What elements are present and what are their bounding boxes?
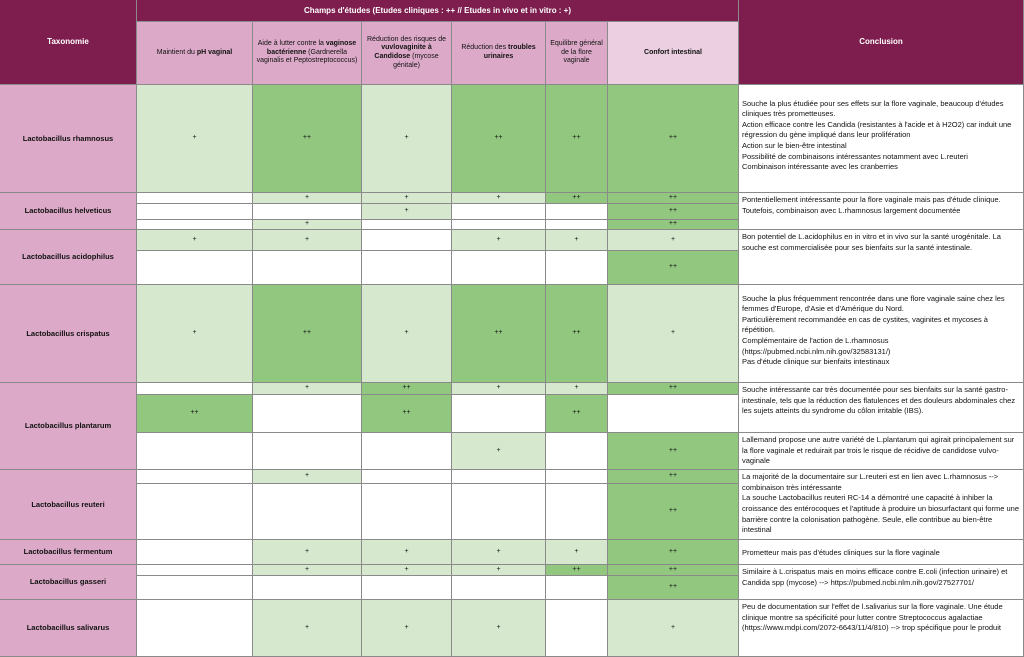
taxon-name: Lactobacillus crispatus (0, 285, 137, 383)
rating-cell: ++ (608, 193, 739, 204)
rating-cell (546, 600, 608, 657)
rating-cell: + (362, 285, 452, 383)
rating-cell (546, 484, 608, 540)
rating-cell: + (253, 230, 362, 251)
rating-cell (362, 470, 452, 484)
column-header-text: Réduction des (461, 44, 509, 52)
rating-cell (362, 220, 452, 230)
taxon-name: Lactobacillus helveticus (0, 193, 137, 230)
rating-cell: ++ (137, 395, 253, 433)
rating-cell (452, 395, 546, 433)
taxon-name: Lactobacillus plantarum (0, 383, 137, 470)
rating-cell: ++ (608, 220, 739, 230)
rating-cell: + (137, 85, 253, 193)
rating-cell: ++ (362, 395, 452, 433)
rating-cell (452, 576, 546, 600)
conclusion-text (739, 470, 1024, 540)
rating-cell (546, 204, 608, 220)
rating-cell: + (253, 600, 362, 657)
rating-cell: + (253, 565, 362, 576)
rating-cell (608, 395, 739, 433)
rating-cell: + (608, 230, 739, 251)
taxon-name: Lactobacillus salivarus (0, 600, 137, 657)
conclusion-text (739, 85, 1024, 193)
rating-cell (253, 395, 362, 433)
rating-cell (137, 193, 253, 204)
rating-cell (137, 565, 253, 576)
rating-cell: + (452, 540, 546, 565)
column-header-text: pH vaginal (196, 48, 233, 56)
conclusion-paragraph: Souche la plus étudiée pour ses effets sur la flore vaginale, beaucoup d'études cliniques très prometteuses. Action efficace contre les Candida (resistantes à l'acide et à H2O2) car induit une régression du gène impliqué dans leur prolifération Action sur le bien-être intestinal Possibilité de combinaisons intéressantes notamment avec L.reuteri Combinaison intéressante avec les cranberries (742, 98, 1012, 172)
rating-cell (362, 230, 452, 251)
rating-cell: ++ (546, 285, 608, 383)
rating-cell: + (253, 470, 362, 484)
conclusion-text (739, 565, 1024, 600)
rating-cell: ++ (546, 565, 608, 576)
conclusion-paragraph: Prometteur mais pas d'études cliniques sur la flore vaginale (742, 547, 940, 557)
column-header-3 (362, 22, 452, 85)
rating-cell: ++ (253, 285, 362, 383)
rating-cell: ++ (608, 251, 739, 285)
rating-cell: ++ (546, 193, 608, 204)
taxon-name: Lactobacillus acidophilus (0, 230, 137, 285)
column-header-text: (mycose génitale) (393, 53, 439, 69)
rating-cell (452, 251, 546, 285)
column-header-text: troubles urinaires (483, 44, 536, 60)
column-header-text: vuvlovaginite à Candidose (374, 44, 432, 60)
rating-cell: + (546, 383, 608, 395)
column-header-label (548, 40, 605, 66)
rating-cell: + (452, 193, 546, 204)
rating-cell (137, 576, 253, 600)
rating-cell: ++ (608, 204, 739, 220)
rating-cell: + (608, 600, 739, 657)
column-header-text: Aide à lutter contre la (257, 39, 326, 47)
conclusion-paragraph: Similaire à L.crispatus mais en moins efficace contre E.coli (infection urinaire) et Candida spp (mycose) --> https://pubmed.ncbi.nlm.nih.gov/27527701/ (742, 567, 1008, 587)
rating-cell: ++ (608, 383, 739, 395)
rating-cell: ++ (608, 576, 739, 600)
rating-cell: + (362, 85, 452, 193)
column-header-label (157, 49, 233, 58)
rating-cell: ++ (362, 383, 452, 395)
column-header-text: vaginose bactérienne (266, 39, 357, 56)
rating-cell: + (253, 383, 362, 395)
rating-cell: + (362, 540, 452, 565)
rating-cell: + (546, 230, 608, 251)
rating-cell: + (452, 383, 546, 395)
rating-cell (546, 433, 608, 470)
rating-cell (253, 251, 362, 285)
rating-cell: ++ (608, 470, 739, 484)
rating-cell: + (452, 433, 546, 470)
conclusion-text (739, 600, 1024, 657)
rating-cell (137, 470, 253, 484)
rating-cell (253, 433, 362, 470)
rating-cell: + (253, 193, 362, 204)
conclusion-text (739, 540, 1024, 565)
rating-cell: + (452, 600, 546, 657)
rating-cell (362, 433, 452, 470)
column-header-text: Maintient du (156, 48, 197, 56)
conclusion-text (739, 285, 1024, 383)
rating-cell: + (452, 230, 546, 251)
column-header-label (364, 36, 449, 71)
column-header-5 (546, 22, 608, 85)
conclusion-text (739, 230, 1024, 285)
conclusion-paragraph: Bon potentiel de L.acidophilus en in vitro et in vivo sur la santé urogénitale. La souche est commercialisée pour ses bienfaits sur la santé intestinale. (742, 232, 1001, 252)
rating-cell (546, 220, 608, 230)
taxon-name: Lactobacillus rhamnosus (0, 85, 137, 193)
rating-cell: ++ (608, 565, 739, 576)
header-taxonomie: Taxonomie (0, 0, 137, 85)
rating-cell: + (253, 220, 362, 230)
rating-cell (452, 484, 546, 540)
rating-cell (452, 470, 546, 484)
rating-cell: ++ (608, 540, 739, 565)
rating-cell: ++ (452, 85, 546, 193)
column-header-1 (137, 22, 253, 85)
conclusion-paragraph: Souche la plus fréquemment rencontrée dans une flore vaginale saine chez les femmes d'Europe, d'Asie et d'Amérique du Nord. Particulièrement recommandée en cas de cystites, vaginites et mycoses à répétition. Complémentaire de l'action de L.rhamnosus (https://pubmed.ncbi.nlm.nih.gov/32583131/) Pas d'étude clinique sur bienfaits intestinaux (742, 293, 1005, 367)
rating-cell: ++ (546, 395, 608, 433)
rating-cell (137, 220, 253, 230)
rating-cell: ++ (608, 85, 739, 193)
rating-cell (362, 251, 452, 285)
conclusion-paragraph: Peu de documentation sur l'effet de l.salivarius sur la flore vaginale. Une étude clinique montre sa spécificité pour lutter contre Streptococcus agalactiae (https://www.mdpi.com/2072-6643/11/4/810) --> trop spécifique pour le produit (742, 602, 1003, 633)
conclusion-paragraph: Lallemand propose une autre variété de L.plantarum qui agirait principalement sur la flore vaginale et reduirait par trois le risque de récidive de candidose vulvo-vaginale (742, 435, 1015, 466)
column-header-6 (608, 22, 739, 85)
column-header-2 (253, 22, 362, 85)
taxon-name: Lactobacillus reuteri (0, 470, 137, 540)
rating-cell (137, 383, 253, 395)
conclusion-paragraph: Souche intéressante car très documentée pour ses bienfaits sur la santé gastro-intestinale, tels que la réduction des flatulences et des douleurs abdominales chez les sujets atteints du syndrome du côlon irritable (IBS). (742, 385, 1016, 416)
rating-cell: + (362, 193, 452, 204)
rating-cell (546, 576, 608, 600)
rating-cell: + (362, 204, 452, 220)
rating-cell (137, 204, 253, 220)
taxon-name: Lactobacillus gasseri (0, 565, 137, 600)
column-header-label (255, 40, 359, 66)
rating-cell (137, 251, 253, 285)
rating-cell (546, 251, 608, 285)
rating-cell: + (608, 285, 739, 383)
rating-cell: + (452, 565, 546, 576)
rating-cell (137, 433, 253, 470)
conclusion-paragraph: La majorité de la documentaire sur L.reuteri est en lien avec L.rhamnosus --> combinaison très intéressante La souche Lactobacillus reuteri RC-14 a démontré une capacité à inhiber la croissance des entérocoques et l'aptitude à produire un biosurfactant qui forme une barrière contre la colonisation pathogène. Seule, elle contribue au bien-être intestinal (742, 472, 1020, 535)
column-header-4 (452, 22, 546, 85)
rating-cell (452, 220, 546, 230)
rating-cell (253, 576, 362, 600)
rating-cell (137, 540, 253, 565)
column-header-text: Réduction des risques de (367, 35, 446, 43)
header-conclusion: Conclusion (739, 0, 1024, 85)
rating-cell: + (362, 565, 452, 576)
rating-cell (253, 204, 362, 220)
column-header-label (644, 49, 702, 58)
rating-cell (452, 204, 546, 220)
rating-cell (137, 600, 253, 657)
taxon-name: Lactobacillus fermentum (0, 540, 137, 565)
rating-cell: ++ (608, 433, 739, 470)
rating-cell: + (137, 230, 253, 251)
conclusion-text (739, 433, 1024, 470)
conclusion-text (739, 193, 1024, 230)
rating-cell: + (362, 600, 452, 657)
rating-cell: ++ (452, 285, 546, 383)
rating-cell (253, 484, 362, 540)
rating-cell: + (137, 285, 253, 383)
rating-cell: ++ (608, 484, 739, 540)
column-header-text: (Gardnerella vaginalis et Peptostreptococcus) (256, 48, 358, 65)
rating-cell: + (546, 540, 608, 565)
header-group-title: Champs d'études (Etudes cliniques : ++ // Etudes in vivo et in vitro : +) (137, 0, 739, 22)
column-header-text: Equilibre général de la flore vaginale (550, 39, 603, 65)
rating-cell (137, 484, 253, 540)
rating-cell (362, 484, 452, 540)
rating-cell (362, 576, 452, 600)
column-header-label (454, 44, 543, 62)
conclusion-text (739, 383, 1024, 433)
conclusion-paragraph: Pontentiellement intéressante pour la flore vaginale mais pas d'étude clinique. Toutefois, combinaison avec L.rhamnosus largement documentée (742, 195, 1001, 215)
rating-cell: ++ (546, 85, 608, 193)
column-header-text: Confort intestinal (644, 48, 702, 56)
rating-cell: ++ (253, 85, 362, 193)
rating-cell: + (253, 540, 362, 565)
rating-cell (546, 470, 608, 484)
